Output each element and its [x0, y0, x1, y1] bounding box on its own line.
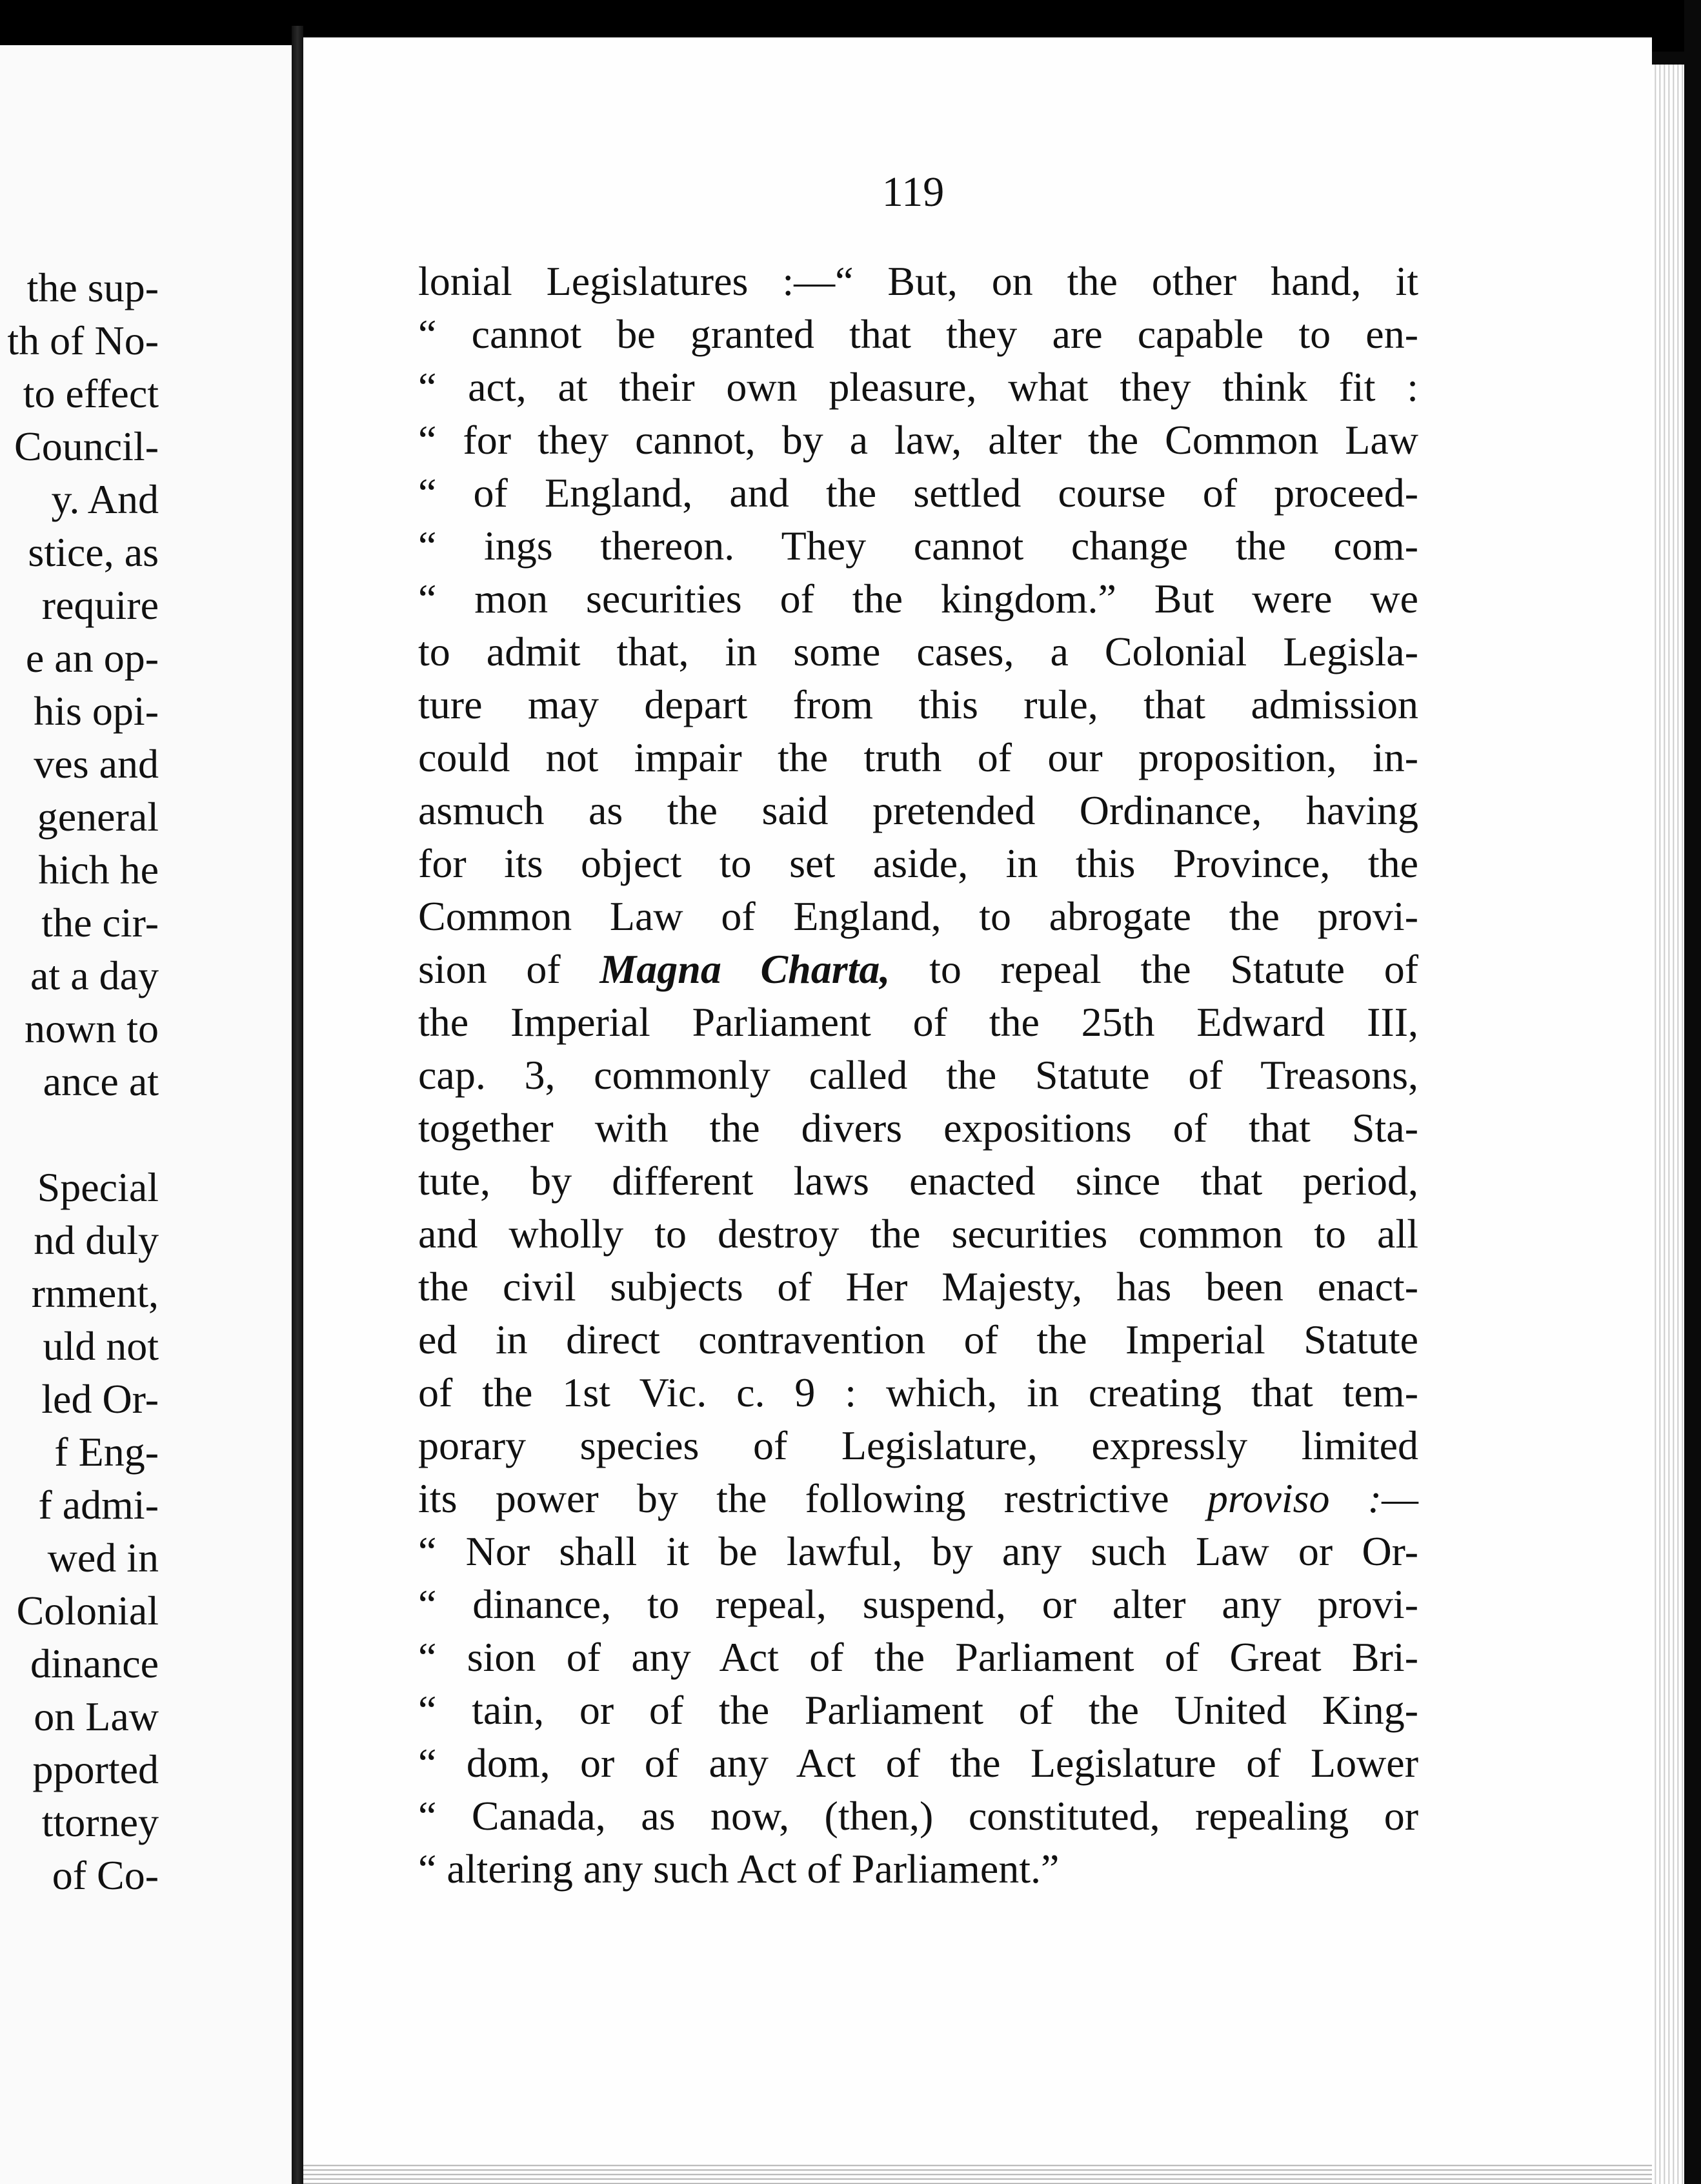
text-line: “ dom, or of any Act of the Legislature of Lower: [418, 1740, 1418, 1786]
text-line: porary species of Legislature, expressly limited: [418, 1422, 1418, 1468]
text-segment: to repeal the Statute of: [929, 946, 1419, 992]
italic-proviso: proviso :—: [1207, 1475, 1419, 1521]
left-text-line: rnment,: [31, 1270, 159, 1316]
left-text-line: to effect: [23, 370, 159, 416]
text-line: “ dinance, to repeal, suspend, or alter any provi-: [418, 1581, 1418, 1627]
left-text-line: at a day: [30, 953, 159, 998]
text-line: “ ings thereon. They cannot change the com-: [418, 523, 1418, 569]
left-text-line: Council-: [14, 423, 159, 469]
left-text-line: of Co-: [52, 1852, 159, 1898]
left-text-line: nown to: [25, 1006, 159, 1051]
left-text-line: general: [37, 794, 159, 840]
left-text-line: his opi-: [34, 688, 159, 734]
text-line-with-italic: [418, 1472, 1418, 1525]
page-number: 119: [881, 168, 945, 216]
text-line: “ act, at their own pleasure, what they think fit :: [418, 364, 1418, 410]
left-page: [0, 45, 296, 2184]
text-line: “ Canada, as now, (then,) constituted, repealing or: [418, 1793, 1418, 1839]
left-text-line: Colonial: [16, 1588, 159, 1633]
left-text-line: f admi-: [38, 1482, 159, 1528]
left-page-text: [0, 45, 292, 2184]
text-line: of the 1st Vic. c. 9 : which, in creating that tem-: [418, 1370, 1418, 1415]
scan-background-right: [1684, 0, 1701, 2184]
text-line: together with the divers expositions of that Sta-: [418, 1105, 1418, 1151]
left-text-line: pported: [32, 1746, 159, 1792]
text-line: the civil subjects of Her Majesty, has been enact-: [418, 1264, 1418, 1309]
page-edges: [1652, 65, 1684, 2184]
left-text-line: ance at: [43, 1058, 159, 1104]
left-text-line: e an op-: [25, 635, 159, 681]
text-line: “ Nor shall it be lawful, by any such Law or Or-: [418, 1528, 1418, 1574]
text-line: cap. 3, commonly called the Statute of Treasons,: [418, 1052, 1418, 1098]
left-text-line: the cir-: [41, 900, 159, 945]
text-line: the Imperial Parliament of the 25th Edward III,: [418, 999, 1418, 1045]
text-line: “ sion of any Act of the Parliament of Great Bri-: [418, 1634, 1418, 1680]
left-text-line: hich he: [38, 847, 159, 893]
text-line: and wholly to destroy the securities common to all: [418, 1211, 1418, 1257]
text-line: to admit that, in some cases, a Colonial Legisla-: [418, 629, 1418, 674]
left-text-line: uld not: [43, 1323, 159, 1369]
text-line-with-italic: [418, 943, 1418, 996]
left-text-line: th of No-: [7, 318, 159, 363]
text-line: “ altering any such Act of Parliament.”: [418, 1846, 1060, 1892]
text-line: “ for they cannot, by a law, alter the Common Law: [418, 417, 1418, 463]
book-gutter: [292, 26, 303, 2184]
left-text-line: y. And: [51, 476, 159, 522]
left-text-line: wed in: [47, 1535, 159, 1581]
left-text-line: the sup-: [26, 265, 159, 310]
left-text-line: led Or-: [41, 1376, 159, 1422]
left-text-line: f Eng-: [54, 1429, 159, 1475]
text-line: “ tain, or of the Parliament of the United King-: [418, 1687, 1418, 1733]
left-text-line: on Law: [34, 1694, 159, 1739]
text-segment: its power by the following restrictive: [418, 1475, 1169, 1521]
text-line: “ of England, and the settled course of proceed-: [418, 470, 1418, 516]
text-line: asmuch as the said pretended Ordinance, having: [418, 787, 1418, 833]
left-text-line: stice, as: [28, 529, 159, 575]
left-text-line: nd duly: [34, 1217, 159, 1263]
text-line: lonial Legislatures :—“ But, on the other hand, it: [418, 258, 1418, 304]
text-line: “ cannot be granted that they are capable to en-: [418, 311, 1418, 357]
text-line: Common Law of England, to abrogate the provi-: [418, 893, 1418, 939]
left-text-line: Special: [37, 1164, 159, 1210]
text-segment: sion of: [418, 946, 561, 992]
text-line: could not impair the truth of our proposition, in-: [418, 734, 1418, 780]
left-text-line: ves and: [34, 741, 159, 787]
text-line: “ mon securities of the kingdom.” But were we: [418, 576, 1418, 622]
left-text-line: dinance: [30, 1641, 159, 1686]
bottom-page-edges: [303, 2162, 1652, 2184]
italic-title: Magna Charta,: [599, 946, 891, 992]
text-line: ed in direct contravention of the Imperial Statute: [418, 1317, 1418, 1362]
text-line: for its object to set aside, in this Province, the: [418, 840, 1418, 886]
left-text-line: ttorney: [41, 1799, 159, 1845]
left-text-line: require: [41, 582, 159, 628]
text-line: tute, by different laws enacted since that period,: [418, 1158, 1418, 1204]
text-line: ture may depart from this rule, that admission: [418, 682, 1418, 727]
